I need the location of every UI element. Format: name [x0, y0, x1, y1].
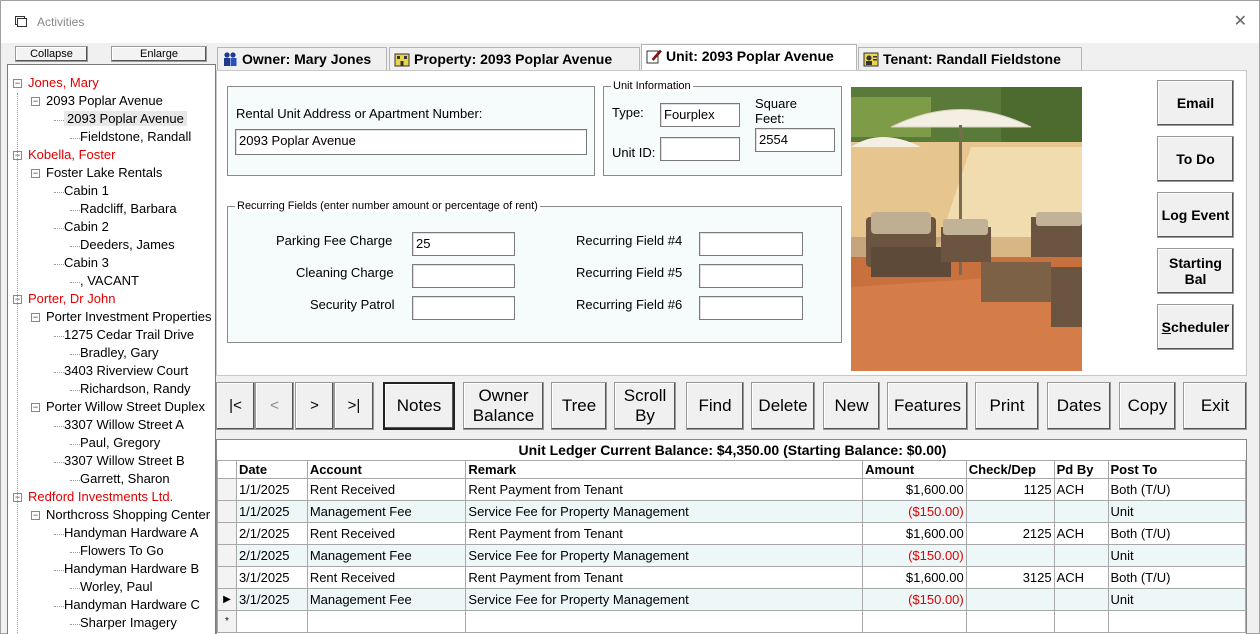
scheduler-button[interactable]: [1157, 304, 1234, 350]
tab-unit-label: Unit: 2093 Poplar Avenue: [666, 48, 834, 64]
tab-tenant-label: Tenant: Randall Fieldstone: [883, 51, 1061, 67]
starting-bal-label-1: Starting: [1169, 255, 1222, 271]
print-button[interactable]: Print: [975, 382, 1039, 430]
new-row-cell[interactable]: [966, 611, 1054, 633]
column-header[interactable]: Account: [307, 461, 466, 479]
parking-input[interactable]: 25: [412, 232, 515, 256]
tree-connector: [70, 210, 80, 211]
tree-node[interactable]: Handyman Hardware B: [64, 561, 200, 576]
row-selector[interactable]: [218, 523, 237, 545]
cell-amount[interactable]: ($150.00): [863, 501, 967, 523]
email-button[interactable]: Email: [1157, 80, 1234, 126]
tree-node[interactable]: Richardson, Randy: [80, 381, 191, 396]
new-row-cell[interactable]: [236, 611, 307, 633]
tree-button[interactable]: Tree: [551, 382, 607, 430]
tree-node[interactable]: Porter Investment Properties: [46, 309, 212, 324]
cleaning-label: Cleaning Charge: [296, 265, 394, 280]
cell-date[interactable]: 2/1/2025: [236, 545, 307, 567]
tree-node[interactable]: Handyman Hardware A: [64, 525, 199, 540]
tree-connector: [70, 390, 80, 391]
starting-bal-button[interactable]: [1157, 248, 1234, 294]
cell-remark[interactable]: Rent Payment from Tenant: [466, 567, 863, 589]
column-header[interactable]: Date: [236, 461, 307, 479]
tree-node[interactable]: Radcliff, Barbara: [80, 201, 177, 216]
cell-date[interactable]: 3/1/2025: [236, 589, 307, 611]
address-input[interactable]: 2093 Poplar Avenue: [235, 129, 587, 155]
tree-node[interactable]: Flowers To Go: [80, 543, 164, 558]
cell-pdby[interactable]: ACH: [1054, 523, 1108, 545]
cell-amount[interactable]: $1,600.00: [863, 567, 967, 589]
tree-connector: [54, 426, 64, 427]
delete-button[interactable]: Delete: [751, 382, 815, 430]
address-label: Rental Unit Address or Apartment Number:: [236, 106, 483, 121]
table-row[interactable]: [218, 479, 1246, 501]
cell-check[interactable]: [966, 545, 1054, 567]
recurring-group: [227, 200, 842, 343]
field4-input[interactable]: [699, 232, 803, 256]
tree-node[interactable]: Garrett, Sharon: [80, 471, 170, 486]
new-row-cell[interactable]: [307, 611, 466, 633]
table-row[interactable]: [218, 589, 1246, 611]
cell-date[interactable]: 2/1/2025: [236, 523, 307, 545]
exit-button[interactable]: Exit: [1183, 382, 1247, 430]
tab-owner[interactable]: [217, 47, 387, 71]
row-selector[interactable]: [218, 501, 237, 523]
field5-label: Recurring Field #5: [576, 265, 683, 280]
tree-connector: [70, 624, 80, 625]
sqft-label-1: Square: [755, 96, 797, 111]
tree-connector: [54, 372, 64, 373]
security-label: Security Patrol: [310, 297, 395, 312]
owner-icon: [222, 51, 238, 67]
type-label: Type:: [612, 105, 644, 120]
cell-account[interactable]: Management Fee: [307, 545, 466, 567]
features-button[interactable]: Features: [887, 382, 968, 430]
cell-pdby[interactable]: [1054, 545, 1108, 567]
security-input[interactable]: [412, 296, 515, 320]
owner-balance-button[interactable]: [463, 382, 544, 430]
recurring-legend: Recurring Fields (enter number amount or percentage of rent): [237, 200, 538, 212]
expand-toggle-icon[interactable]: −: [14, 150, 21, 160]
tree-node[interactable]: Sharper Imagery: [80, 615, 177, 630]
tab-property[interactable]: [389, 47, 640, 71]
tree-node[interactable]: Foster Lake Rentals: [46, 165, 163, 180]
new-row-cell[interactable]: [1054, 611, 1108, 633]
cell-post[interactable]: Unit: [1108, 589, 1246, 611]
cell-post[interactable]: Both (T/U): [1108, 523, 1246, 545]
tree-connector: [17, 93, 18, 634]
tree-connector: [54, 264, 64, 265]
expand-toggle-icon[interactable]: −: [14, 78, 21, 88]
cell-account[interactable]: Management Fee: [307, 589, 466, 611]
close-icon[interactable]: ✕: [1233, 13, 1247, 30]
scheduler-label: cheduler: [1170, 319, 1230, 335]
tree-node[interactable]: Porter, Dr John: [28, 291, 116, 306]
scroll-by-label-1: Scroll: [623, 386, 667, 405]
expand-toggle-icon[interactable]: −: [14, 492, 21, 502]
tree-connector: [54, 462, 64, 463]
todo-button[interactable]: To Do: [1157, 136, 1234, 182]
tree-connector: [54, 192, 64, 193]
cell-pdby[interactable]: ACH: [1054, 479, 1108, 501]
tab-unit[interactable]: [641, 44, 857, 71]
cell-amount[interactable]: ($150.00): [863, 545, 967, 567]
cell-pdby[interactable]: [1054, 501, 1108, 523]
tree-connector: [54, 336, 64, 337]
find-button[interactable]: Find: [686, 382, 744, 430]
first-record-button[interactable]: |<: [216, 382, 255, 430]
owner-balance-label-2: Balance: [472, 406, 535, 425]
tree-node[interactable]: Cabin 3: [64, 255, 109, 270]
tree-node[interactable]: 3307 Willow Street B: [64, 453, 185, 468]
scroll-by-button[interactable]: [614, 382, 676, 430]
dates-button[interactable]: Dates: [1047, 382, 1111, 430]
row-selector[interactable]: [218, 567, 237, 589]
copy-button[interactable]: Copy: [1119, 382, 1176, 430]
tree-node[interactable]: Fieldstone, Randall: [80, 129, 192, 144]
cell-check[interactable]: 1125: [966, 479, 1054, 501]
notes-button[interactable]: Notes: [383, 382, 455, 430]
tree-connector: [70, 444, 80, 445]
tree-node[interactable]: 3307 Willow Street A: [64, 417, 184, 432]
tenant-icon: [863, 51, 879, 67]
cell-pdby[interactable]: [1054, 589, 1108, 611]
column-header[interactable]: Post To: [1108, 461, 1246, 479]
tree-node[interactable]: Porter Willow Street Duplex: [46, 399, 205, 414]
cell-remark[interactable]: Rent Payment from Tenant: [466, 479, 863, 501]
cell-remark[interactable]: Service Fee for Property Management: [466, 545, 863, 567]
tree-node[interactable]: , VACANT: [80, 273, 139, 288]
tree-node[interactable]: Kobella, Foster: [28, 147, 116, 162]
tree-node[interactable]: 2093 Poplar Avenue: [64, 111, 187, 126]
tree-connector: [70, 138, 80, 139]
new-row-marker[interactable]: *: [218, 611, 237, 633]
table-row[interactable]: [218, 567, 1246, 589]
cell-date[interactable]: 3/1/2025: [236, 567, 307, 589]
tree-node[interactable]: Bradley, Gary: [80, 345, 159, 360]
cell-account[interactable]: Rent Received: [307, 523, 466, 545]
unit-info-group: [603, 80, 842, 176]
cleaning-input[interactable]: [412, 264, 515, 288]
new-row-cell[interactable]: [466, 611, 863, 633]
tree-node[interactable]: Jones, Mary: [28, 75, 99, 90]
unitid-label: Unit ID:: [612, 145, 656, 160]
column-header[interactable]: Check/Dep: [966, 461, 1054, 479]
scheduler-hotkey: S: [1161, 319, 1171, 335]
row-selector[interactable]: [218, 479, 237, 501]
sqft-label-2: Feet:: [755, 111, 785, 126]
field5-input[interactable]: [699, 264, 803, 288]
expand-toggle-icon[interactable]: −: [32, 96, 39, 106]
expand-toggle-icon[interactable]: −: [32, 402, 39, 412]
tree-connector: [54, 570, 64, 571]
tab-tenant[interactable]: [858, 47, 1082, 71]
log-event-button[interactable]: Log Event: [1157, 192, 1234, 238]
table-row[interactable]: [218, 523, 1246, 545]
title-bar: [1, 1, 1259, 43]
tree-connector: [70, 282, 80, 283]
ledger-table: [217, 460, 1246, 633]
ledger-header-row: [218, 461, 1246, 479]
app-icon: [15, 16, 27, 27]
property-icon: [394, 51, 410, 67]
cell-remark[interactable]: Rent Payment from Tenant: [466, 523, 863, 545]
tree-connector: [70, 588, 80, 589]
new-row[interactable]: [218, 611, 1246, 633]
unit-panel: [216, 70, 1247, 376]
cell-amount[interactable]: $1,600.00: [863, 479, 967, 501]
cell-account[interactable]: Rent Received: [307, 479, 466, 501]
edit-icon: [646, 48, 662, 64]
tree-node[interactable]: 3403 Riverview Court: [64, 363, 189, 378]
tree-connector: [54, 606, 64, 607]
cell-remark[interactable]: Service Fee for Property Management: [466, 589, 863, 611]
cell-check[interactable]: 2125: [966, 523, 1054, 545]
starting-bal-label-2: Bal: [1184, 271, 1207, 287]
field4-label: Recurring Field #4: [576, 233, 683, 248]
tree-node[interactable]: 1275 Cedar Trail Drive: [64, 327, 195, 342]
table-row[interactable]: [218, 545, 1246, 567]
parking-label: Parking Fee Charge: [276, 233, 393, 248]
cell-post[interactable]: Both (T/U): [1108, 479, 1246, 501]
unit-info-legend: Unit Information: [613, 80, 691, 92]
cell-account[interactable]: Management Fee: [307, 501, 466, 523]
tree-node[interactable]: Cabin 2: [64, 219, 109, 234]
cell-account[interactable]: Rent Received: [307, 567, 466, 589]
collapse-button[interactable]: Collapse: [15, 46, 88, 62]
tree-connector: [54, 534, 64, 535]
sqft-input[interactable]: 2554: [755, 128, 835, 152]
tree-connector: [70, 354, 80, 355]
tab-property-label: Property: 2093 Poplar Avenue: [414, 51, 613, 67]
cell-post[interactable]: Both (T/U): [1108, 567, 1246, 589]
tree-node[interactable]: Paul, Gregory: [80, 435, 161, 450]
window-title: Activities: [37, 15, 85, 29]
tree-node[interactable]: 2093 Poplar Avenue: [46, 93, 163, 108]
type-input[interactable]: Fourplex: [660, 103, 740, 127]
cell-post[interactable]: Unit: [1108, 545, 1246, 567]
last-record-button[interactable]: >|: [334, 382, 374, 430]
unit-photo: [851, 87, 1082, 371]
column-header[interactable]: Pd By: [1054, 461, 1108, 479]
tree-connector: [70, 552, 80, 553]
tree-connector: [70, 480, 80, 481]
cell-date[interactable]: 1/1/2025: [236, 479, 307, 501]
new-row-cell[interactable]: [863, 611, 967, 633]
tree-node[interactable]: Cabin 1: [64, 183, 109, 198]
row-selector[interactable]: ▶: [218, 589, 237, 611]
tree-connector: [54, 228, 64, 229]
column-header[interactable]: Amount: [863, 461, 967, 479]
property-tree[interactable]: [7, 64, 216, 634]
tree-connector: [70, 246, 80, 247]
tree-node[interactable]: Handyman Hardware C: [64, 597, 200, 612]
ledger-title: Unit Ledger Current Balance: $4,350.00 (Starting Balance: $0.00): [518, 442, 947, 458]
field6-label: Recurring Field #6: [576, 297, 683, 312]
column-header[interactable]: Remark: [466, 461, 863, 479]
cell-remark[interactable]: Service Fee for Property Management: [466, 501, 863, 523]
tree-node[interactable]: Deeders, James: [80, 237, 175, 252]
prev-record-button[interactable]: <: [255, 382, 294, 430]
cell-check[interactable]: [966, 501, 1054, 523]
cell-check[interactable]: 3125: [966, 567, 1054, 589]
next-record-button[interactable]: >: [295, 382, 334, 430]
tree-node[interactable]: Redford Investments Ltd.: [28, 489, 174, 504]
expand-toggle-icon[interactable]: −: [32, 510, 39, 520]
new-row-cell[interactable]: [1108, 611, 1246, 633]
tab-owner-label: Owner: Mary Jones: [242, 51, 372, 67]
cell-date[interactable]: 1/1/2025: [236, 501, 307, 523]
row-selector-header: [218, 461, 237, 479]
cell-amount[interactable]: ($150.00): [863, 589, 967, 611]
tree-node[interactable]: Worley, Paul: [80, 579, 153, 594]
cell-pdby[interactable]: ACH: [1054, 567, 1108, 589]
field6-input[interactable]: [699, 296, 803, 320]
address-group: [227, 86, 595, 176]
expand-toggle-icon[interactable]: −: [32, 168, 39, 178]
expand-toggle-icon[interactable]: −: [32, 312, 39, 322]
scroll-by-label-2: By: [635, 406, 655, 425]
table-row[interactable]: [218, 501, 1246, 523]
enlarge-button[interactable]: Enlarge: [111, 46, 207, 62]
cell-amount[interactable]: $1,600.00: [863, 523, 967, 545]
expand-toggle-icon[interactable]: −: [14, 294, 21, 304]
cell-check[interactable]: [966, 589, 1054, 611]
tree-node[interactable]: Northcross Shopping Center: [46, 507, 211, 522]
row-selector[interactable]: [218, 545, 237, 567]
unitid-input[interactable]: [660, 137, 740, 161]
cell-post[interactable]: Unit: [1108, 501, 1246, 523]
unit-ledger-grid[interactable]: [216, 439, 1247, 634]
tree-connector: [54, 120, 64, 121]
new-button[interactable]: New: [823, 382, 880, 430]
owner-balance-label-1: Owner: [478, 386, 529, 405]
